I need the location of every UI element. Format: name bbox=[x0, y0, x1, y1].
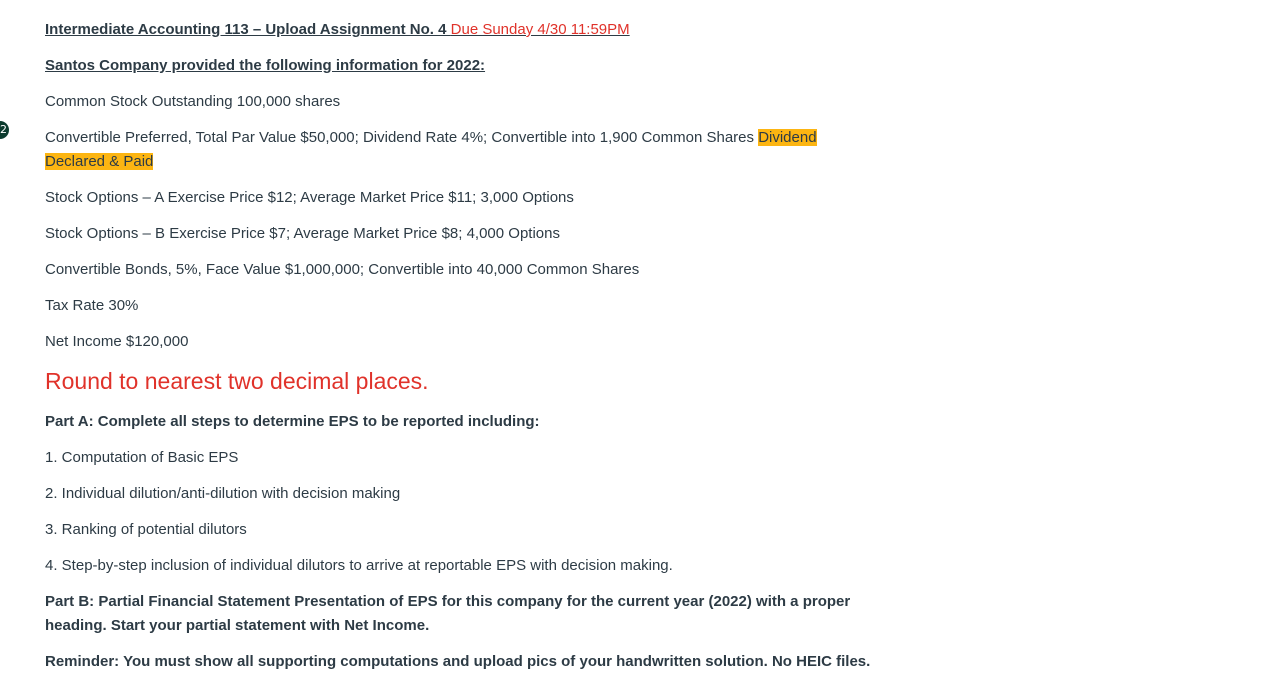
preferred-text: Convertible Preferred, Total Par Value $50,000; Dividend Rate 4%; Convertible into 1,900 Common Shares bbox=[45, 129, 759, 146]
due-date: Due Sunday 4/30 11:59PM bbox=[450, 21, 630, 38]
round-note: Round to nearest two decimal places. bbox=[45, 368, 429, 394]
assignment-content bbox=[45, 18, 875, 686]
part-a-heading: Part A: Complete all steps to determine EPS to be reported including: bbox=[45, 413, 540, 430]
preferred-line bbox=[45, 126, 875, 174]
tax-rate-line: Tax Rate 30% bbox=[45, 297, 139, 314]
options-b-line: Stock Options – B Exercise Price $7; Average Market Price $8; 4,000 Options bbox=[45, 225, 560, 242]
part-a-step-1: 1. Computation of Basic EPS bbox=[45, 449, 239, 466]
reminder-text: Reminder: You must show all supporting computations and upload pics of your handwritten solution. No HEIC files. bbox=[45, 653, 871, 670]
part-a-step-3: 3. Ranking of potential dilutors bbox=[45, 521, 247, 538]
common-stock-line: Common Stock Outstanding 100,000 shares bbox=[45, 93, 341, 110]
net-income-line: Net Income $120,000 bbox=[45, 333, 189, 350]
assignment-title bbox=[45, 18, 875, 42]
company-intro: Santos Company provided the following information for 2022: bbox=[45, 57, 486, 74]
preferred-highlight: Dividend Declared & Paid bbox=[45, 129, 817, 170]
part-b-text: Part B: Partial Financial Statement Presentation of EPS for this company for the current year (2022) with a proper heading. Start your partial statement with Net Income. bbox=[45, 593, 851, 634]
assignment-title-text: Intermediate Accounting 113 – Upload Assignment No. 4 bbox=[45, 21, 451, 38]
options-a-line: Stock Options – A Exercise Price $12; Average Market Price $11; 3,000 Options bbox=[45, 189, 574, 206]
part-a-step-2: 2. Individual dilution/anti-dilution with decision making bbox=[45, 485, 401, 502]
side-badge[interactable]: 2 bbox=[0, 121, 9, 139]
bonds-line: Convertible Bonds, 5%, Face Value $1,000,000; Convertible into 40,000 Common Shares bbox=[45, 261, 640, 278]
part-a-step-4: 4. Step-by-step inclusion of individual dilutors to arrive at reportable EPS with decision making. bbox=[45, 557, 673, 574]
